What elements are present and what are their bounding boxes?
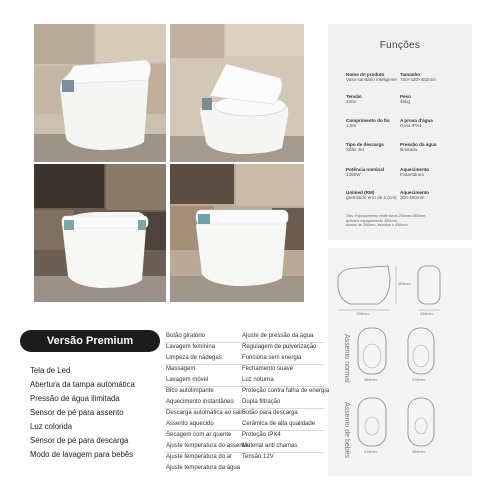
feature-7: Modo de lavagem para bebês — [30, 450, 134, 459]
col1-item: Descarga automática ao sair — [166, 410, 243, 416]
col2-item: Tensão 12V — [242, 454, 274, 460]
spec-row-6-left: Unimed (RM) (permitido erro de 1 (cm) — [346, 190, 397, 201]
col1-item: Lavagem móvel — [166, 377, 209, 383]
col2-item: Proteção contra falha de energia — [242, 388, 330, 394]
col1-item: Lavagem feminina — [166, 344, 216, 350]
spec-row-5-right: Aquecimento Instantâneo — [400, 167, 430, 178]
dim-baby-h2: 350mm — [412, 450, 425, 454]
feature-3: Pressão de água ilimitada — [30, 394, 120, 403]
col1-item: Ajuste temperatura do ar — [166, 454, 233, 460]
dim-baby-h1: 415mm — [364, 450, 377, 454]
premium-title: Versão Premium — [20, 330, 160, 352]
col1-item: Aquecimento instantâneo — [166, 399, 234, 405]
label-baby-seat: Assento de bebês — [343, 402, 350, 459]
col2-item: Regulagem de pulverização — [242, 344, 317, 350]
spec-row-4-left: Tipo de descarga Sifão Jet — [346, 142, 384, 153]
col2-item: Proteção IPX4 — [242, 432, 281, 438]
divider — [164, 386, 324, 387]
dim-normal-w2: 370mm — [412, 378, 425, 382]
feature-6: Sensor de pé para descarga — [30, 436, 129, 445]
dim-depth: 430mm — [420, 312, 433, 316]
dimension-diagrams — [328, 248, 472, 476]
col1-item: Ajuste temperatura da água — [166, 465, 241, 471]
spec-row-1-right: Tamanho 700×430×483mm — [400, 72, 437, 83]
spec-row-5-left: Potência nominal 1350W — [346, 167, 385, 178]
label-normal-seat: Assento normal — [343, 334, 350, 383]
col2-item: Cerâmica de alta qualidade — [242, 421, 316, 427]
divider — [164, 342, 324, 343]
spec-row-4-right: Pressão da água Ilimitada — [400, 142, 437, 153]
col1-item: Ajuste temperatura do assento — [166, 443, 248, 449]
dim-normal-w1: 360mm — [364, 378, 377, 382]
product-photo-3 — [34, 164, 166, 302]
feature-4: Sensor de pé para assento — [30, 408, 124, 417]
feature-1: Tela de Led — [30, 366, 71, 375]
col2-item: Dupla filtração — [242, 399, 281, 405]
spec-row-3-right: A prova d'água Grau IPX4 — [400, 118, 433, 129]
spec-row-1-left: Nome do produto Vaso sanitário inteligente — [346, 72, 397, 83]
col1-item: Assento aquecido — [166, 421, 214, 427]
spec-note: Obs: Espaçamento entre furos 290mm-580mm acima e espaçamento 300mm. Acima de 390mm, escolha o 490mm. — [346, 214, 426, 228]
spec-row-6-right: Aquecimento 300-400mm — [400, 190, 430, 201]
dim-width: 700mm — [356, 312, 369, 316]
product-photo-2 — [170, 24, 304, 162]
specs-title: Funções — [379, 40, 421, 51]
col1-item: Botão giratório — [166, 333, 206, 339]
product-photo-4 — [170, 164, 304, 302]
dim-height: 483mm — [398, 282, 411, 286]
col2-item: Luz noturna — [242, 377, 274, 383]
col2-item: Fechamento suave — [242, 366, 294, 372]
feature-2: Abertura da tampa automática — [30, 380, 135, 389]
col2-item: Ajuste de pressão da água — [242, 333, 314, 339]
divider — [164, 452, 324, 453]
divider — [164, 364, 324, 365]
spec-row-2-left: Tensão 220v — [346, 94, 362, 105]
col1-item: Limpeza de nádegas — [166, 355, 222, 361]
divider — [164, 408, 324, 409]
col1-item: Secagem com ar quente — [166, 432, 232, 438]
feature-5: Luz colorida — [30, 422, 73, 431]
spec-row-3-left: Comprimento do fio 1,5m — [346, 118, 390, 129]
col1-item: Massagem — [166, 366, 196, 372]
col2-item: Botão para descarga — [242, 410, 298, 416]
product-photo-1 — [34, 24, 166, 162]
spec-row-2-right: Peso 45kg — [400, 94, 411, 105]
col2-item: Funciona sem energia — [242, 355, 302, 361]
divider — [164, 430, 324, 431]
col2-item: Material anti chamas — [242, 443, 298, 449]
specs-panel — [328, 24, 472, 240]
col1-item: Bico autolimpante — [166, 388, 214, 394]
